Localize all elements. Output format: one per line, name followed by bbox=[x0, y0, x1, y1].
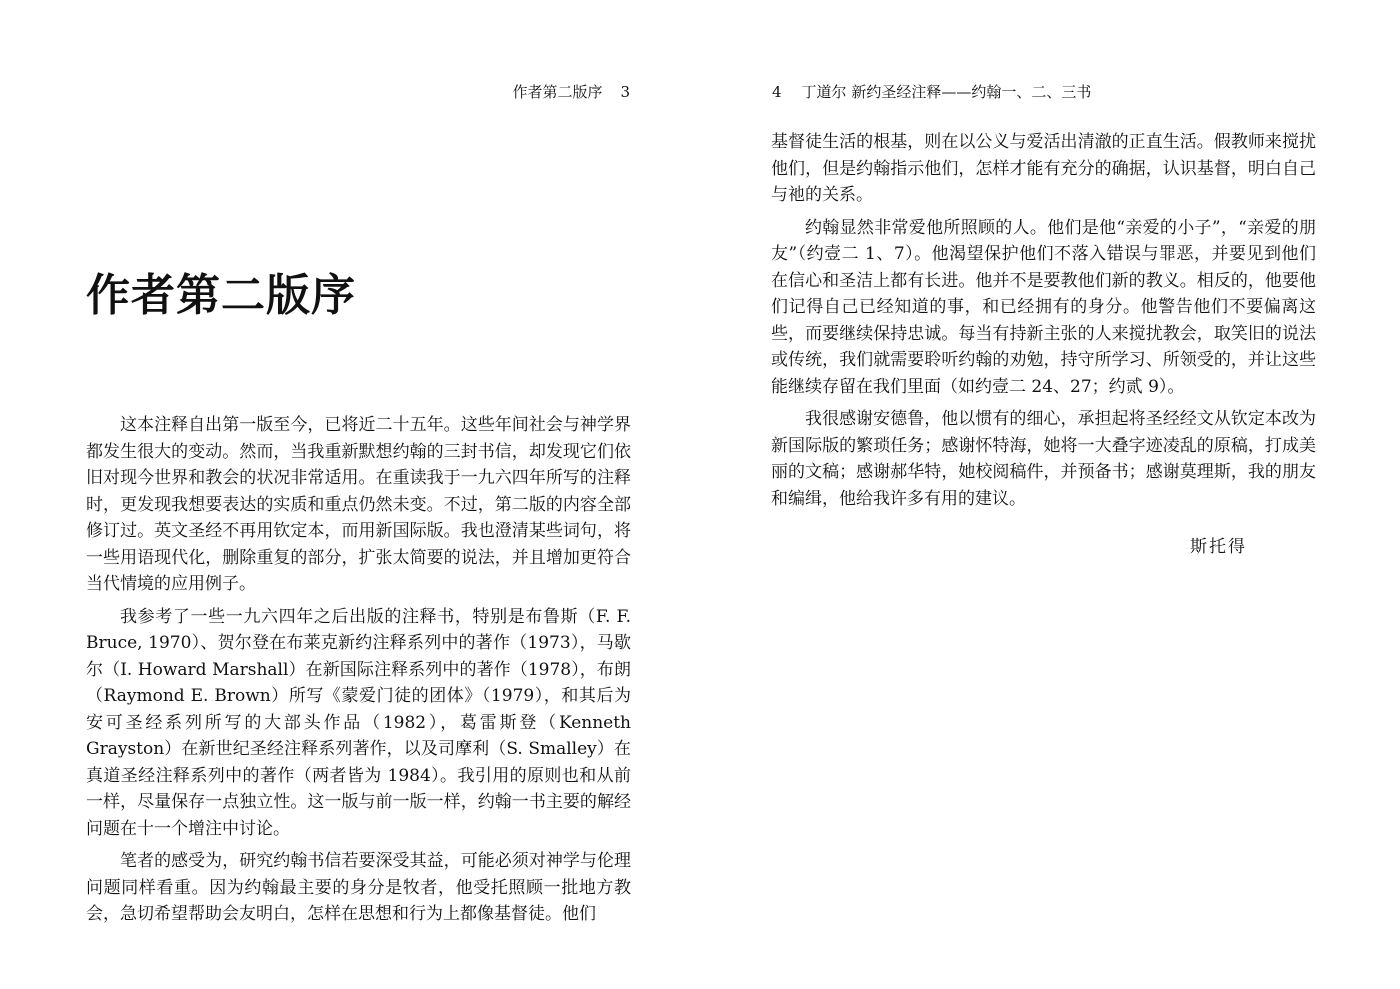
left-running-header bbox=[512, 82, 630, 102]
paragraph: 我参考了一些一九六四年之后出版的注释书，特别是布鲁斯（F. F. Bruce, 1970）、贺尔登在布莱克新约注释系列中的著作（1973），马歇尔（I. Howard Marshall）在新国际注释系列中的著作（1978），布朗（Raymond E. Brown）所写《蒙爱门徒的团体》（1979），和其后为安可圣经系列所写的大部头作品（1982），葛雷斯登（Kenneth Grayston）在新世纪圣经注释系列著作，以及司摩利（S. Smalley）在真道圣经注释系列中的著作（两者皆为 1984）。我引用的原则也和从前一样，尽量保存一点独立性。这一版与前一版一样，约翰一书主要的解经问题在十一个增注中讨论。 bbox=[86, 606, 631, 839]
left-header-title: 作者第二版序 bbox=[512, 83, 603, 101]
paragraph: 这本注释自出第一版至今，已将近二十五年。这些年间社会与神学界都发生很大的变动。然而，当我重新默想约翰的三封书信，却发现它们依旧对现今世界和教会的状况非常适用。在重读我于一九六四年所写的注释时，更发现我想要表达的实质和重点仍然未变。不过，第二版的内容全部修订过。英文圣经不再用钦定本，而用新国际版。我也澄清某些词句，将一些用语现代化，删除重复的部分，扩张太简要的说法，并且增加更符合当代情境的应用例子。 bbox=[86, 415, 631, 594]
right-header-title: 丁道尔 新约圣经注释——约翰一、二、三书 bbox=[801, 83, 1092, 101]
paragraph: 约翰显然非常爱他所照顾的人。他们是他“亲爱的小子”，“亲爱的朋友”（约壹二 1、7）。他渴望保护他们不落入错误与罪恶，并要见到他们在信心和圣洁上都有长进。他并不是要教他们新的教义。相反的，他要他们记得自己已经知道的事，和已经拥有的身分。他警告他们不要偏离这些，而要继续保持忠诚。每当有持新主张的人来搅扰教会，取笑旧的说法或传统，我们就需要聆听约翰的劝勉，持守所学习、所领受的，并让这些能继续存留在我们里面（如约壹二 24、27；约贰 9）。 bbox=[771, 217, 1316, 397]
left-page-number: 3 bbox=[620, 83, 630, 101]
right-page bbox=[700, 0, 1400, 989]
right-page-number: 4 bbox=[772, 83, 782, 101]
paragraph: 笔者的感受为，研究约翰书信若要深受其益，可能必须对神学与伦理问题同样看重。因为约翰最主要的身分是牧者，他受托照顾一批地方教会，急切希望帮助会友明白，怎样在思想和行为上都像基督徒。他们 bbox=[86, 851, 631, 924]
author-signature: 斯托得 bbox=[1190, 537, 1247, 557]
paragraph: 我很感谢安德鲁，他以惯有的细心，承担起将圣经经文从钦定本改为新国际版的繁琐任务；感谢怀特海，她将一大叠字迹凌乱的原稿，打成美丽的文稿；感谢郝华特，她校阅稿件，并预备书；感谢莫理斯，我的朋友和编缉，他给我许多有用的建议。 bbox=[771, 409, 1316, 509]
continuation-paragraph: 基督徒生活的根基，则在以公义与爱活出清澈的正直生活。假教师来搅扰他们，但是约翰指示他们，怎样才能有充分的确据，认识基督，明白自己与祂的关系。 bbox=[771, 132, 1316, 205]
chapter-title: 作者第二版序 bbox=[86, 270, 356, 321]
right-running-header bbox=[772, 82, 1091, 102]
right-body-text bbox=[771, 129, 1316, 518]
left-body-text bbox=[86, 412, 631, 934]
